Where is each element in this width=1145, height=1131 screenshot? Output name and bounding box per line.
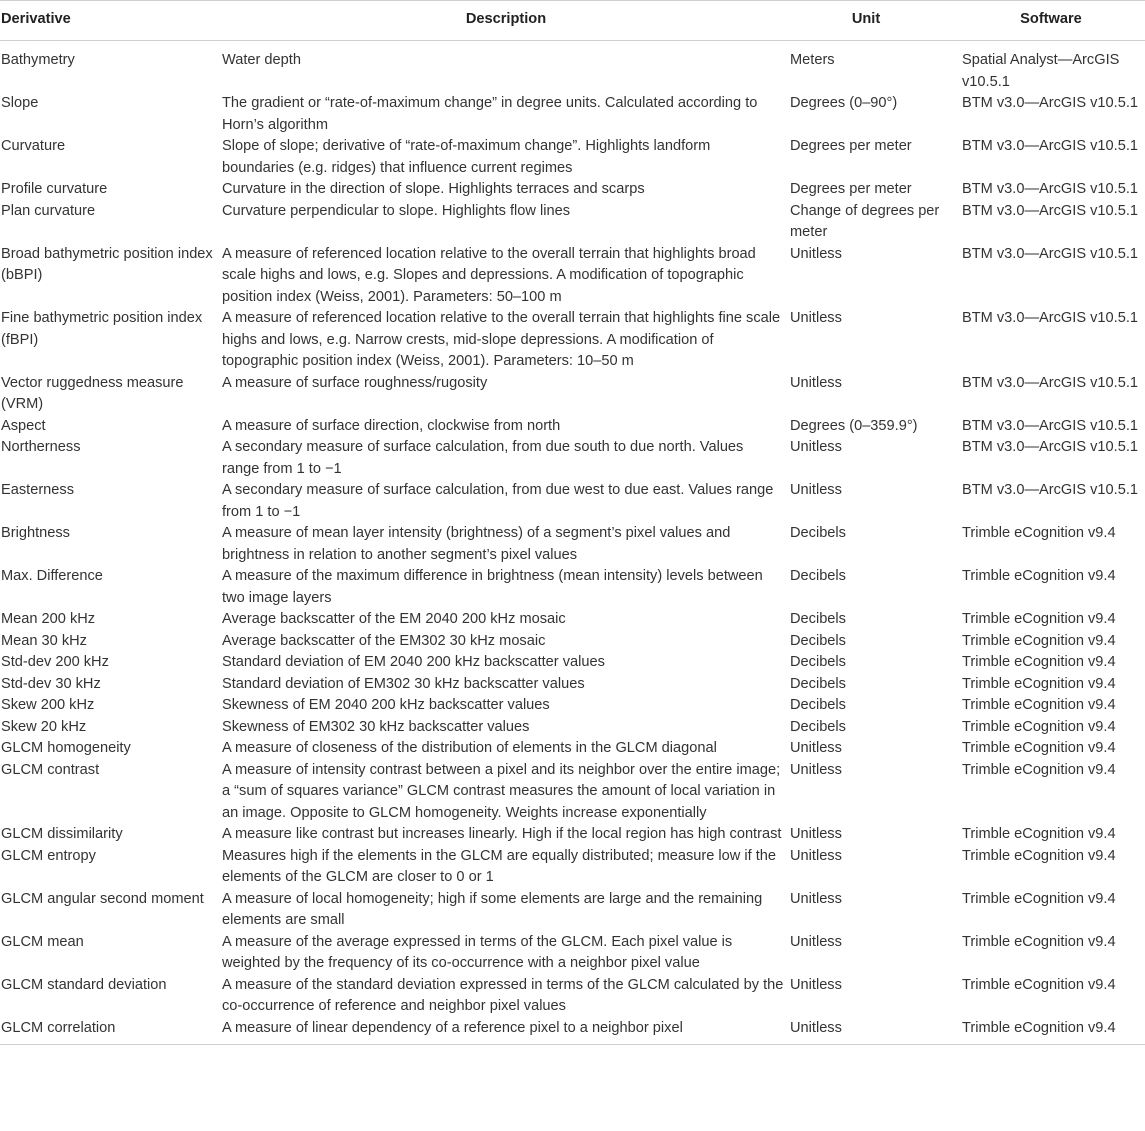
software-cell: BTM v3.0—ArcGIS v10.5.1	[962, 95, 1138, 111]
software-cell: Trimble eCognition v9.4	[962, 1019, 1116, 1036]
description-cell: Slope of slope; derivative of “rate-of-maximum change”. Highlights landform boundaries (e.g. ridges) that influence current regimes	[222, 138, 711, 176]
derivative-cell: Mean 30 kHz	[1, 632, 87, 649]
derivative-cell: Vector ruggedness measure (VRM)	[1, 374, 184, 412]
software-cell: BTM v3.0—ArcGIS v10.5.1	[962, 310, 1138, 326]
description-cell: A measure of linear dependency of a reference pixel to a neighbor pixel	[222, 1019, 683, 1036]
description-cell: Average backscatter of the EM 2040 200 kHz mosaic	[222, 611, 566, 627]
software-cell: BTM v3.0—ArcGIS v10.5.1	[962, 417, 1138, 434]
table-row	[0, 416, 1145, 438]
derivative-cell: GLCM standard deviation	[1, 976, 167, 993]
unit-cell: Unitless	[790, 826, 842, 842]
derivative-cell: Aspect	[1, 417, 46, 434]
table-row	[0, 738, 1145, 760]
software-cell: BTM v3.0—ArcGIS v10.5.1	[962, 202, 1138, 219]
unit-cell: Unitless	[790, 310, 842, 326]
unit-cell: Degrees (0–359.9°)	[790, 417, 918, 434]
unit-cell: Degrees per meter	[790, 138, 912, 154]
table-row	[0, 523, 1145, 566]
derivative-cell: Broad bathymetric position index (bBPI)	[1, 245, 213, 283]
description-cell: Average backscatter of the EM302 30 kHz mosaic	[222, 632, 546, 649]
table-row	[0, 695, 1145, 717]
unit-cell: Degrees per meter	[790, 181, 912, 197]
unit-cell: Unitless	[790, 761, 842, 778]
description-cell: A measure of surface direction, clockwise from north	[222, 417, 561, 434]
description-cell: A measure of referenced location relative to the overall terrain that highlights broad scale highs and lows, e.g. Slopes and depressions. A modification of topographic position index (Weiss, 2001). Parameters: 50–100 m	[222, 245, 756, 305]
software-cell: Trimble eCognition v9.4	[962, 632, 1116, 649]
table-row	[0, 889, 1145, 932]
unit-cell: Unitless	[790, 439, 842, 455]
unit-cell: Unitless	[790, 976, 842, 993]
table-row	[0, 308, 1145, 373]
unit-cell: Unitless	[790, 245, 842, 262]
table-row	[0, 631, 1145, 653]
description-cell: Standard deviation of EM 2040 200 kHz backscatter values	[222, 654, 605, 670]
table-footer	[0, 1045, 1145, 1052]
unit-cell: Decibels	[790, 675, 846, 692]
description-cell: Measures high if the elements in the GLCM are equally distributed; measure low if the elements of the GLCM are closer to 0 or 1	[222, 847, 777, 885]
description-cell: Standard deviation of EM302 30 kHz backscatter values	[222, 675, 585, 692]
description-cell: A measure of intensity contrast between a pixel and its neighbor over the entire image; a “sum of squares variance” GLCM contrast measures the amount of local variation in an image. Opposite to GLCM homogeneity. Weights increase exponentially	[222, 761, 781, 821]
description-cell: A secondary measure of surface calculation, from due south to due north. Values range from 1 to −1	[222, 439, 744, 477]
unit-cell: Unitless	[790, 847, 842, 864]
header-unit: Unit	[851, 10, 881, 27]
bottom-rule	[0, 1045, 1145, 1052]
software-cell: Trimble eCognition v9.4	[962, 890, 1116, 907]
unit-cell: Decibels	[790, 718, 846, 735]
derivative-cell: GLCM angular second moment	[1, 890, 204, 907]
derivative-cell: Max. Difference	[1, 568, 103, 584]
software-cell: Spatial Analyst—ArcGIS v10.5.1	[962, 52, 1120, 90]
derivative-cell: Slope	[1, 95, 39, 111]
table-row	[0, 41, 1145, 94]
software-cell: Trimble eCognition v9.4	[962, 933, 1116, 950]
derivative-cell: Northerness	[1, 439, 81, 455]
description-cell: A measure of local homogeneity; high if some elements are large and the remaining elements are small	[222, 890, 763, 928]
derivative-cell: Skew 200 kHz	[1, 697, 95, 713]
table-row	[0, 244, 1145, 309]
description-cell: A measure of the standard deviation expressed in terms of the GLCM calculated by the co-occurrence of reference and neighbor pixel values	[222, 976, 784, 1014]
unit-cell: Unitless	[790, 374, 842, 391]
unit-cell: Decibels	[790, 525, 846, 541]
header-derivative: Derivative	[1, 10, 71, 27]
description-cell: A measure of closeness of the distribution of elements in the GLCM diagonal	[222, 740, 717, 756]
derivative-cell: GLCM homogeneity	[1, 740, 131, 756]
derivative-cell: Bathymetry	[1, 52, 75, 68]
table-row	[0, 480, 1145, 523]
table-body	[0, 41, 1145, 1045]
description-cell: Curvature in the direction of slope. Highlights terraces and scarps	[222, 181, 645, 197]
table-row	[0, 93, 1145, 136]
table-row	[0, 566, 1145, 609]
table-row	[0, 652, 1145, 674]
description-cell: A measure like contrast but increases linearly. High if the local region has high contrast	[222, 826, 782, 842]
software-cell: BTM v3.0—ArcGIS v10.5.1	[962, 482, 1138, 498]
software-cell: Trimble eCognition v9.4	[962, 976, 1116, 993]
description-cell: A measure of mean layer intensity (brightness) of a segment’s pixel values and brightness in relation to another segment’s pixel values	[222, 525, 731, 563]
table-row	[0, 1018, 1145, 1045]
description-cell: Water depth	[222, 52, 301, 68]
software-cell: BTM v3.0—ArcGIS v10.5.1	[962, 138, 1138, 154]
derivative-cell: Skew 20 kHz	[1, 718, 87, 735]
table-row	[0, 201, 1145, 244]
table-row	[0, 136, 1145, 179]
software-cell: Trimble eCognition v9.4	[962, 718, 1116, 735]
unit-cell: Unitless	[790, 740, 842, 756]
description-cell: A measure of referenced location relative to the overall terrain that highlights fine scale highs and lows, e.g. Narrow crests, mid-slope depressions. A modification of topographic position index (Weiss, 2001). Parameters: 10–50 m	[222, 310, 781, 369]
unit-cell: Decibels	[790, 632, 846, 649]
software-cell: BTM v3.0—ArcGIS v10.5.1	[962, 439, 1138, 455]
software-cell: Trimble eCognition v9.4	[962, 525, 1116, 541]
table-row	[0, 437, 1145, 480]
unit-cell: Change of degrees per meter	[790, 202, 940, 240]
software-cell: Trimble eCognition v9.4	[962, 697, 1116, 713]
software-cell: Trimble eCognition v9.4	[962, 654, 1116, 670]
unit-cell: Unitless	[790, 890, 842, 907]
table-row	[0, 760, 1145, 825]
derivative-cell: Curvature	[1, 138, 66, 154]
derivative-cell: Profile curvature	[1, 181, 108, 197]
unit-cell: Unitless	[790, 482, 842, 498]
table-row	[0, 179, 1145, 201]
table-row	[0, 373, 1145, 416]
description-cell: A secondary measure of surface calculation, from due west to due east. Values range from 1 to −1	[222, 482, 774, 520]
derivative-cell: GLCM dissimilarity	[1, 826, 123, 842]
derivative-cell: Plan curvature	[1, 202, 96, 219]
table-row	[0, 975, 1145, 1018]
software-cell: Trimble eCognition v9.4	[962, 740, 1116, 756]
derivative-cell: GLCM correlation	[1, 1019, 116, 1036]
table-row	[0, 717, 1145, 739]
description-cell: Skewness of EM302 30 kHz backscatter values	[222, 718, 530, 735]
header-row	[0, 1, 1145, 41]
derivative-cell: Fine bathymetric position index (fBPI)	[1, 310, 203, 348]
derivative-cell: Std-dev 30 kHz	[1, 675, 101, 692]
description-cell: A measure of the average expressed in terms of the GLCM. Each pixel value is weighted by the frequency of its co-occurrence with a neighbor pixel value	[222, 933, 733, 971]
software-cell: BTM v3.0—ArcGIS v10.5.1	[962, 181, 1138, 197]
software-cell: Trimble eCognition v9.4	[962, 568, 1116, 584]
header-description: Description	[465, 10, 547, 27]
description-cell: Curvature perpendicular to slope. Highlights flow lines	[222, 202, 570, 219]
table-row	[0, 674, 1145, 696]
unit-cell: Unitless	[790, 933, 842, 950]
derivative-cell: Brightness	[1, 525, 70, 541]
derivative-cell: GLCM mean	[1, 933, 84, 950]
derivative-cell: Easterness	[1, 482, 75, 498]
software-cell: BTM v3.0—ArcGIS v10.5.1	[962, 245, 1138, 262]
software-cell: Trimble eCognition v9.4	[962, 675, 1116, 692]
description-cell: The gradient or “rate-of-maximum change” in degree units. Calculated according to Horn’s algorithm	[222, 95, 758, 133]
unit-cell: Decibels	[790, 697, 846, 713]
unit-cell: Unitless	[790, 1019, 842, 1036]
software-cell: Trimble eCognition v9.4	[962, 847, 1116, 864]
table-header	[0, 1, 1145, 41]
unit-cell: Decibels	[790, 611, 846, 627]
software-cell: Trimble eCognition v9.4	[962, 611, 1116, 627]
unit-cell: Degrees (0–90°)	[790, 95, 898, 111]
header-software: Software	[1020, 10, 1082, 27]
table-row	[0, 609, 1145, 631]
derivative-cell: Mean 200 kHz	[1, 611, 96, 627]
table-row	[0, 824, 1145, 846]
software-cell: Trimble eCognition v9.4	[962, 826, 1116, 842]
software-cell: BTM v3.0—ArcGIS v10.5.1	[962, 374, 1138, 391]
description-cell: A measure of the maximum difference in brightness (mean intensity) levels between two image layers	[222, 568, 763, 606]
software-cell: Trimble eCognition v9.4	[962, 761, 1116, 778]
table-row	[0, 932, 1145, 975]
description-cell: Skewness of EM 2040 200 kHz backscatter values	[222, 697, 550, 713]
table-row	[0, 846, 1145, 889]
unit-cell: Meters	[790, 52, 835, 68]
unit-cell: Decibels	[790, 568, 846, 584]
derivative-cell: Std-dev 200 kHz	[1, 654, 109, 670]
description-cell: A measure of surface roughness/rugosity	[222, 374, 488, 391]
derivative-cell: GLCM entropy	[1, 847, 96, 864]
unit-cell: Decibels	[790, 654, 846, 670]
derivative-cell: GLCM contrast	[1, 761, 100, 778]
